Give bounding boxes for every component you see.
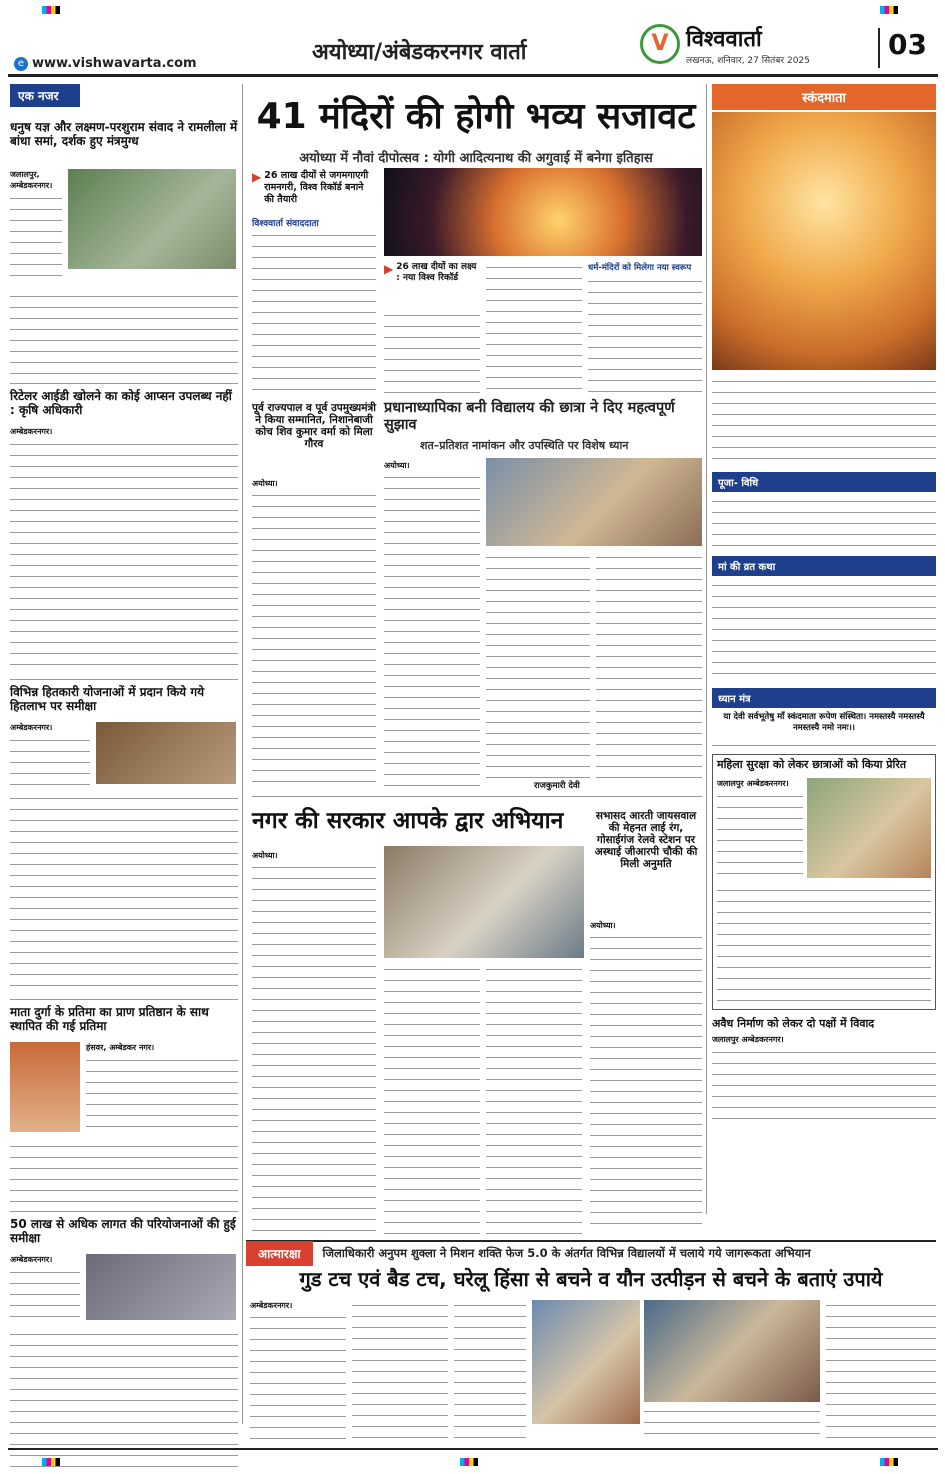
article-body <box>10 1042 238 1135</box>
article-body <box>10 722 238 787</box>
section-kicker: एक नजर <box>10 84 80 107</box>
dateline: हंसवर, अम्बेडकर नगर। <box>86 1043 155 1052</box>
headline: विभिन्न हितकारी योजनाओं में प्रदान किये गये हितलाभ पर समीक्षा <box>10 685 205 713</box>
city-body-2 <box>384 964 480 1234</box>
school-photo <box>486 458 702 546</box>
lead-subhead: अयोध्या में नौवां दीपोत्सव : योगी आदित्यनाथ की अगुवाई में बनेगा इतिहास <box>299 151 653 166</box>
dateline: अयोध्या। <box>384 461 410 470</box>
masthead <box>640 22 870 66</box>
bottom-body-5 <box>826 1300 936 1442</box>
photo-review <box>86 1254 236 1320</box>
dateline: अयोध्या। <box>590 921 616 930</box>
city-photo <box>384 846 584 958</box>
safety-box <box>712 754 936 1010</box>
registration-mark <box>42 1458 60 1466</box>
photo-ramlila <box>68 169 236 269</box>
city-body <box>252 862 376 1234</box>
headline-police: सभासद आरती जायसवाल की मेहनत लाई रंग, गोसाईगंज रेलवे स्टेशन पर अस्थाई जीआरपी चौकी की मिली अनुमति <box>594 810 698 871</box>
body-text <box>10 439 238 673</box>
registration-mark <box>42 6 60 14</box>
body-text <box>712 496 936 548</box>
brand-name: विश्ववार्ता <box>686 26 762 52</box>
v-logo-icon: V <box>640 24 680 64</box>
headline-coach: पूर्व राज्यपाल व पूर्व उपमुख्यमंत्री ने किया सम्मानित, निशानेबाजी कोच शिव कुमार वर्मा को मिला गौरव <box>252 402 377 451</box>
registration-mark <box>460 1458 478 1466</box>
body-text <box>10 1141 238 1205</box>
temple-night-photo <box>384 168 702 256</box>
page-number: 03 <box>878 28 927 68</box>
headline: माता दुर्गा के प्रतिमा का प्राण प्रतिष्ठान के साथ स्थापित की गई प्रतिमा <box>10 1005 209 1033</box>
police-body <box>590 932 702 1234</box>
headline-school: प्रधानाध्यापिका बनी विद्यालय की छात्रा ने दिए महत्वपूर्ण सुझाव <box>384 400 675 433</box>
dateline: अम्बेडकरनगर। <box>10 1255 53 1264</box>
photo-durga <box>10 1042 80 1132</box>
signature: राजकुमारी देवी <box>534 781 580 791</box>
skandmata-kicker: स्कंदमाता <box>712 84 936 110</box>
bottom-headline: गुड टच एवं बैड टच, घरेलू हिंसा से बचने व यौन उत्पीड़न से बचने के बताएं उपाये <box>299 1267 883 1291</box>
body-text <box>717 885 931 1005</box>
bottom-strap <box>246 1240 936 1264</box>
lead-subhead-1: धर्म-मंदिरों को मिलेगा नया स्वरूप <box>588 263 692 273</box>
headline: रिटेलर आईडी खोलने का कोई आप्सन उपलब्ध नहीं : कृषि अधिकारी <box>10 389 232 417</box>
byline: विश्ववार्ता संवाददाता <box>252 219 319 229</box>
lead-body-2 <box>384 310 480 394</box>
section-tag: आत्मारक्षा <box>246 1241 313 1266</box>
body-text <box>712 580 936 680</box>
safety-photo <box>807 778 931 878</box>
school-body-3 <box>596 552 702 784</box>
school-body-2 <box>486 552 590 784</box>
dateline: अम्बेडकरनगर। <box>10 427 53 436</box>
strap-text: जिलाधिकारी अनुपम शुक्ला ने मिशन शक्ति फेज 5.0 के अंतर्गत विभिन्न विद्यालयों में चलाये गये जागरूकता अभियान <box>322 1245 811 1260</box>
lead-body-3 <box>486 262 582 394</box>
coach-body <box>252 490 376 790</box>
headline-dispute: अवैध निर्माण को लेकर दो पक्षों में विवाद <box>712 1016 875 1030</box>
header-rule <box>8 74 938 77</box>
subhead-school: शत–प्रतिशत नामांकन और उपस्थिति पर विशेष ध्यान <box>420 439 629 452</box>
article-body <box>10 1254 238 1323</box>
devi-image <box>712 112 936 370</box>
highlight-box-2: ▶ 26 लाख दीयों का लक्ष्य : नया विश्व रिकॉर्ड <box>384 262 477 284</box>
article-body <box>10 169 238 285</box>
bottom-body-1 <box>250 1312 346 1442</box>
bottom-body-4 <box>644 1406 820 1442</box>
headline-safety: महिला सुरक्षा को लेकर छात्राओं को किया प्रेरित <box>717 757 907 771</box>
registration-mark <box>880 1458 898 1466</box>
website-row <box>14 56 197 71</box>
dateline: अम्बेडकरनगर। <box>10 723 53 732</box>
dateline: जलालपुर अम्बेडकरनगर। <box>712 1035 784 1045</box>
footer-rule <box>8 1448 938 1450</box>
headline: 50 लाख से अधिक लागत की परियोजनाओं की हुई समीक्षा <box>10 1217 236 1245</box>
katha-label: मां की व्रत कथा <box>712 556 936 576</box>
lead-body <box>252 230 376 394</box>
lead-body-4 <box>588 276 702 394</box>
mantra-label: ध्यान मंत्र <box>712 688 936 708</box>
bottom-photo-1 <box>532 1300 640 1424</box>
registration-mark <box>880 6 898 14</box>
dateline: अम्बेडकरनगर। <box>250 1301 293 1310</box>
mantra-text: या देवी सर्वभूतेषु माँ स्कंदमाता रूपेण संस्थिता। नमस्तस्यै नमस्तस्यै नमस्तस्यै नमो नमः।। <box>723 712 925 734</box>
website-link[interactable]: www.vishwavarta.com <box>32 56 197 71</box>
school-body <box>384 472 480 790</box>
body-text <box>712 1047 936 1129</box>
puja-label: पूजा- विधि <box>712 472 936 492</box>
dateline: अयोध्या। <box>252 851 278 860</box>
body-text <box>10 793 238 993</box>
left-column <box>10 84 238 1439</box>
bottom-body-3 <box>454 1300 526 1442</box>
dateline: जलालपुर अम्बेडकरनगर। <box>717 778 789 788</box>
body-text <box>10 291 238 377</box>
dateline: जलालपुर, अम्बेडकरनगर। <box>10 170 53 190</box>
section-title: अयोध्या/अंबेडकरनगर वार्ता <box>312 40 527 65</box>
globe-icon: e <box>14 57 28 71</box>
dateline: अयोध्या। <box>252 479 278 488</box>
body-text <box>712 376 936 464</box>
photo-meeting <box>96 722 236 784</box>
city-body-3 <box>486 964 582 1234</box>
bottom-photo-2 <box>644 1300 820 1402</box>
bottom-body-2 <box>352 1300 448 1442</box>
headline-city: नगर की सरकार आपके द्वार अभियान <box>252 808 564 834</box>
lead-headline: 41 मंदिरों की होगी भव्य सजावट <box>256 96 696 137</box>
highlight-box: ▶ 26 लाख दीयों से जगमगाएगी रामनगरी, विश्व रिकॉर्ड बनाने की तैयारी <box>252 170 369 205</box>
dateline: लखनऊ, शनिवार, 27 सितंबर 2025 <box>686 55 810 66</box>
right-column <box>712 84 936 1234</box>
headline: धनुष यज्ञ और लक्ष्मण-परशुराम संवाद ने रामलीला में बांधा समां, दर्शक हुए मंत्रमुग्ध <box>10 120 238 148</box>
